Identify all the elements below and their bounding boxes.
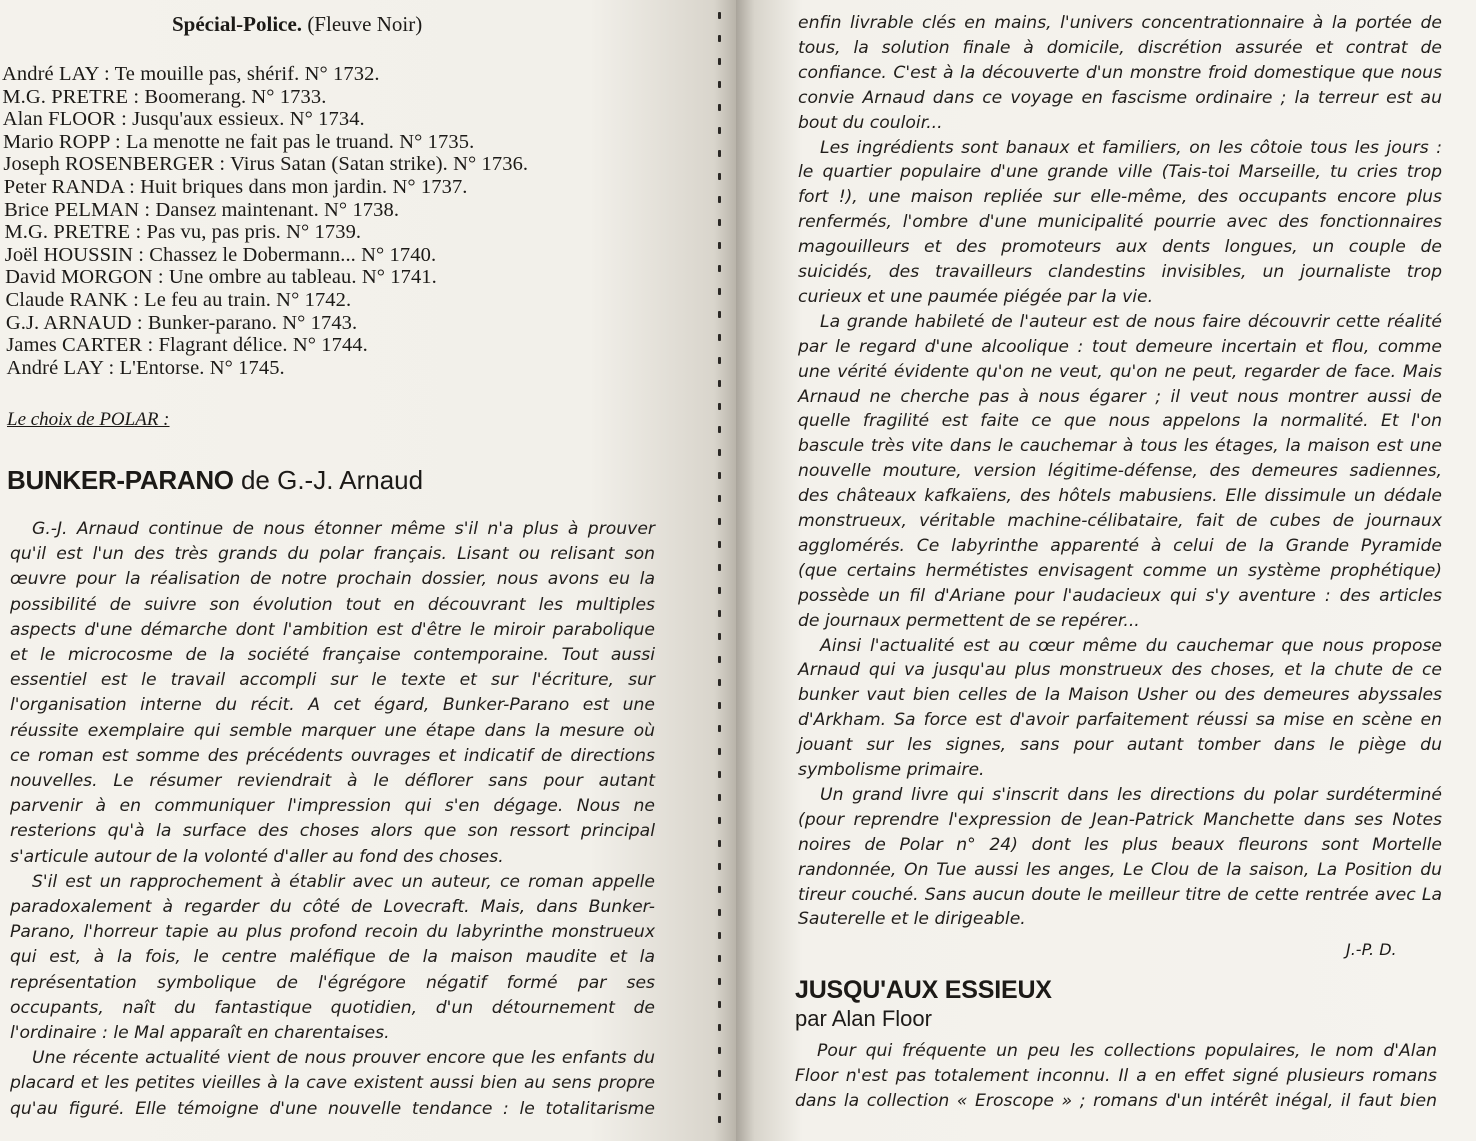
text-line: placard et les petites vieilles à la cave existent aussi bien au sens propre — [10, 1073, 655, 1094]
binding-mark — [718, 219, 721, 226]
title-entry: Alan FLOOR : Jusqu'aux essieux. N° 1734. — [2, 108, 365, 131]
binding-mark — [718, 633, 721, 640]
title-entry: James CARTER : Flagrant délice. N° 1744. — [6, 334, 368, 357]
binding-mark — [718, 196, 721, 203]
text-line: possibilité de suivre son évolution tout en découvrant les multiples — [10, 594, 655, 615]
text-line: Arnaud ne cherche pas à nous égarer ; il veut nous montrer aussi de — [798, 386, 1442, 407]
text-line: essentiel est le travail accompli sur le texte et sur l'écriture, sur — [10, 670, 655, 691]
binding-mark — [718, 1047, 721, 1054]
binding-mark — [718, 886, 721, 893]
left-review-text — [10, 519, 655, 1129]
text-line: bout du couloir... — [798, 112, 943, 133]
text-line: le quartier populaire d'une grande ville (Tais-toi Marseille, tu cries trop — [798, 162, 1442, 183]
text-line: Pour qui fréquente un peu les collections populaires, le nom d'Alan — [817, 1041, 1437, 1061]
binding-mark — [718, 58, 721, 65]
text-line: parvenir à en communiquer l'impression qui s'en dégage. Nous ne — [10, 796, 655, 817]
text-line: agglomérés. Ce labyrinthe apparenté à celui de la Grande Pyramide — [798, 535, 1442, 556]
text-line: qui est, à la fois, le centre maléfique de la maison maudite et la — [10, 947, 655, 968]
text-line: (pour reprendre l'expression de Jean-Patrick Manchette dans ses Notes — [798, 809, 1442, 830]
title-entry: M.G. PRETRE : Boomerang. N° 1733. — [2, 85, 327, 108]
text-line: randonnée, On Tue aussi les anges, Le Clou de la saison, La Position du — [798, 859, 1442, 880]
review-heading — [7, 465, 423, 496]
text-line: Un grand livre qui s'inscrit dans les directions du polar surdéterminé — [820, 784, 1442, 805]
text-line: dans la collection « Eroscope » ; romans d'un intérêt inégal, il faut bien — [795, 1091, 1437, 1112]
text-line: occupants, naît du fantastique quotidien, d'un détournement de — [10, 997, 655, 1018]
text-line: resterions qu'à la surface des choses alors que son ressort principal — [10, 821, 655, 842]
text-line: renfermés, l'ombre d'une municipalité pourrie avec des fonctionnaires — [798, 212, 1442, 233]
text-line: Arnaud qui va jusqu'au plus monstrueux des choses, et la chute de ce — [798, 660, 1442, 681]
text-line: tireur couché. Sans aucun doute le meilleur titre de cette rentrée avec La — [798, 884, 1442, 905]
title-entry: Brice PELMAN : Dansez maintenant. N° 1738. — [4, 198, 400, 221]
binding-mark — [718, 173, 721, 180]
text-line: Sauterelle et le dirigeable. — [798, 909, 1026, 930]
binding-mark — [718, 1116, 721, 1123]
title-entry: Joseph ROSENBERGER : Virus Satan (Satan strike). N° 1736. — [3, 153, 529, 176]
binding-mark — [718, 12, 721, 19]
text-line: possède un fil d'Ariane pour l'audacieux qui s'y aventure : des articles — [798, 585, 1442, 606]
text-line: G.-J. Arnaud continue de nous étonner même s'il n'a plus à prouver — [32, 519, 655, 539]
binding-mark — [718, 771, 721, 778]
series-title — [172, 12, 422, 37]
text-line: aspects d'une démarche dont l'ambition est d'être le miroir parabolique — [10, 619, 655, 640]
binding-mark — [718, 380, 721, 387]
text-line: fort !), une maison repliée sur elle-même, des occupants encore plus — [798, 187, 1442, 208]
binding-mark — [718, 242, 721, 249]
text-line: une vérité évidente qu'on ne veut, qu'on ne peut, regarder de face. Mais — [798, 361, 1442, 382]
title-entry: Mario ROPP : La menotte ne fait pas le truand. N° 1735. — [3, 130, 475, 153]
binding-mark — [718, 932, 721, 939]
text-line: Floor n'est pas totalement inconnu. Il a en effet signé plusieurs romans — [795, 1066, 1437, 1087]
binding-mark — [718, 150, 721, 157]
text-line: bunker vaut bien celles de la Maison Usher ou des demeures abyssales — [798, 685, 1442, 706]
text-line: magouilleurs et des promoteurs aux dents longues, un couple de — [798, 237, 1442, 258]
next-review-byline: par Alan Floor — [795, 1006, 932, 1031]
text-line: Ainsi l'actualité est au cœur même du cauchemar que nous propose — [820, 635, 1442, 656]
text-line: noires de Polar n° 24) dont les plus beaux fleurons sont Mortelle — [798, 834, 1442, 855]
text-line: et le microcosme de la société française contemporaine. Tout aussi — [10, 645, 655, 665]
binding-mark — [718, 1070, 721, 1077]
text-line: l'ordinaire : le Mal apparaît en charentaises. — [10, 1023, 390, 1043]
binding-mark — [718, 403, 721, 410]
review-byline: de G.-J. Arnaud — [240, 465, 424, 495]
text-line: l'organisation interne du récit. A cet égard, Bunker-Parano est une — [10, 695, 655, 716]
binding-mark — [718, 587, 721, 594]
binding-mark — [718, 794, 721, 801]
next-review-heading: JUSQU'AUX ESSIEUX — [795, 976, 1052, 1004]
title-entry: André LAY : Te mouille pas, shérif. N° 1732. — [2, 63, 380, 85]
binding-mark — [718, 357, 721, 364]
text-line: tous, la solution finale à domicile, discrétion assurée et contrat de — [798, 37, 1442, 58]
binding-mark — [718, 518, 721, 525]
text-line: représentation symbolique de l'égrégore négatif formé par ses — [10, 972, 655, 993]
title-entry: Claude RANK : Le feu au train. N° 1742. — [5, 289, 352, 311]
binding-mark — [718, 1024, 721, 1031]
binding-mark — [718, 311, 721, 318]
binding-marks — [712, 0, 728, 1141]
binding-mark — [718, 265, 721, 272]
text-line: jouant sur les signes, sans pour autant tomber dans le piège du — [798, 735, 1442, 756]
binding-mark — [718, 81, 721, 88]
binding-mark — [718, 817, 721, 824]
binding-mark — [718, 564, 721, 571]
text-line: curieux et une paumée piégée par la vie. — [798, 286, 1154, 307]
title-entry: Peter RANDA : Huit briques dans mon jardin. N° 1737. — [3, 176, 468, 198]
binding-mark — [718, 35, 721, 42]
title-entry: G.J. ARNAUD : Bunker-parano. N° 1743. — [5, 311, 358, 334]
review-signature: J.-P. D. — [1346, 940, 1397, 959]
text-line: qu'il est l'un des très grands du polar français. Lisant ou relisant son — [10, 544, 655, 565]
binding-mark — [718, 679, 721, 686]
title-entry: Joël HOUSSIN : Chassez le Dobermann... N° 1740. — [4, 243, 437, 266]
binding-mark — [718, 334, 721, 341]
binding-mark — [718, 978, 721, 985]
text-line: par le regard d'une alcoolique : tout demeure incertain et flou, comme — [798, 336, 1442, 357]
text-line: réussite exemplaire qui semble marquer une étape dans la mesure où — [10, 720, 655, 741]
review-title: BUNKER-PARANO — [7, 465, 234, 495]
choix-label: Le choix de POLAR : — [7, 409, 170, 430]
text-line: quelle fragilité est faite ce que nous appelons la normalité. Et l'on — [798, 411, 1442, 432]
text-line: qu'au figuré. Elle témoigne d'une nouvelle tendance : le totalitarisme — [10, 1098, 655, 1119]
binding-mark — [718, 1001, 721, 1008]
text-line: La grande habileté de l'auteur est de nous faire découvrir cette réalité — [820, 311, 1442, 332]
text-line: symbolisme primaire. — [798, 760, 985, 780]
text-line: ce roman est somme des précédents ouvrages et indicatif de directions — [10, 745, 655, 766]
binding-mark — [718, 656, 721, 663]
right-page — [736, 0, 1476, 1141]
title-entry: André LAY : L'Entorse. N° 1745. — [6, 356, 285, 379]
text-line: de journaux permettent de se repérer... — [798, 610, 1140, 631]
text-line: convie Arnaud dans ce voyage en fascisme ordinaire ; la terreur est au — [798, 87, 1442, 108]
text-line: confiance. C'est à la découverte d'un monstre froid domestique que nous — [798, 62, 1442, 83]
text-line: enfin livrable clés en mains, l'univers concentrationnaire à la portée de — [798, 13, 1442, 33]
binding-mark — [718, 426, 721, 433]
next-review-text — [795, 1041, 1437, 1131]
text-line: Les ingrédients sont banaux et familiers, on les côtoie tous les jours : — [820, 137, 1442, 158]
text-line: monstrueux, véritable machine-célibataire, fait de cubes de journaux — [798, 511, 1442, 531]
title-entry: David MORGON : Une ombre au tableau. N° 1741. — [5, 266, 437, 289]
binding-mark — [718, 840, 721, 847]
binding-mark — [718, 610, 721, 617]
binding-mark — [718, 449, 721, 456]
binding-mark — [718, 955, 721, 962]
text-line: S'il est un rapprochement à établir avec un auteur, ce roman appelle — [32, 871, 655, 892]
binding-mark — [718, 288, 721, 295]
text-line: paradoxalement à regarder du côté de Lovecraft. Mais, dans Bunker- — [10, 897, 655, 917]
text-line: d'Arkham. Sa force est d'avoir parfaitement réussi sa mise en scène en — [798, 710, 1442, 731]
text-line: bascule très vite dans le cauchemar à tous les étages, la maison est une — [798, 436, 1442, 457]
binding-mark — [718, 863, 721, 870]
text-line: nouvelles. Le résumer reviendrait à le déflorer sans pour autant — [10, 771, 655, 791]
binding-mark — [718, 541, 721, 548]
left-page — [0, 0, 736, 1141]
binding-mark — [718, 472, 721, 479]
series-publisher: (Fleuve Noir) — [307, 12, 423, 36]
title-entry: M.G. PRETRE : Pas vu, pas pris. N° 1739. — [4, 221, 362, 244]
text-line: nouvelle mouture, version légitime-défense, des demeures sadiennes, — [798, 461, 1442, 482]
binding-mark — [718, 909, 721, 916]
right-review-text — [798, 13, 1442, 933]
series-name: Spécial-Police. — [172, 12, 303, 36]
binding-mark — [718, 748, 721, 755]
text-line: (que certains hermétistes envisagent comme un système prophétique) — [798, 560, 1442, 581]
binding-mark — [718, 1093, 721, 1100]
text-line: s'articule autour de la volonté d'aller au fond des choses. — [10, 846, 504, 867]
binding-mark — [718, 495, 721, 502]
binding-mark — [718, 104, 721, 111]
text-line: œuvre pour la réalisation de notre prochain dossier, nous avons eu la — [10, 569, 655, 590]
binding-mark — [718, 725, 721, 732]
binding-mark — [718, 702, 721, 709]
text-line: Une récente actualité vient de nous prouver encore que les enfants du — [32, 1048, 655, 1069]
text-line: suicidés, des travailleurs clandestins invisibles, un journaliste trop — [798, 262, 1442, 282]
text-line: Parano, l'horreur tapie au plus profond recoin du labyrinthe monstrueux — [10, 922, 655, 943]
binding-mark — [718, 127, 721, 134]
text-line: des châteaux kafkaïens, des hôtels mabusiens. Elle dissimule un dédale — [798, 486, 1442, 507]
